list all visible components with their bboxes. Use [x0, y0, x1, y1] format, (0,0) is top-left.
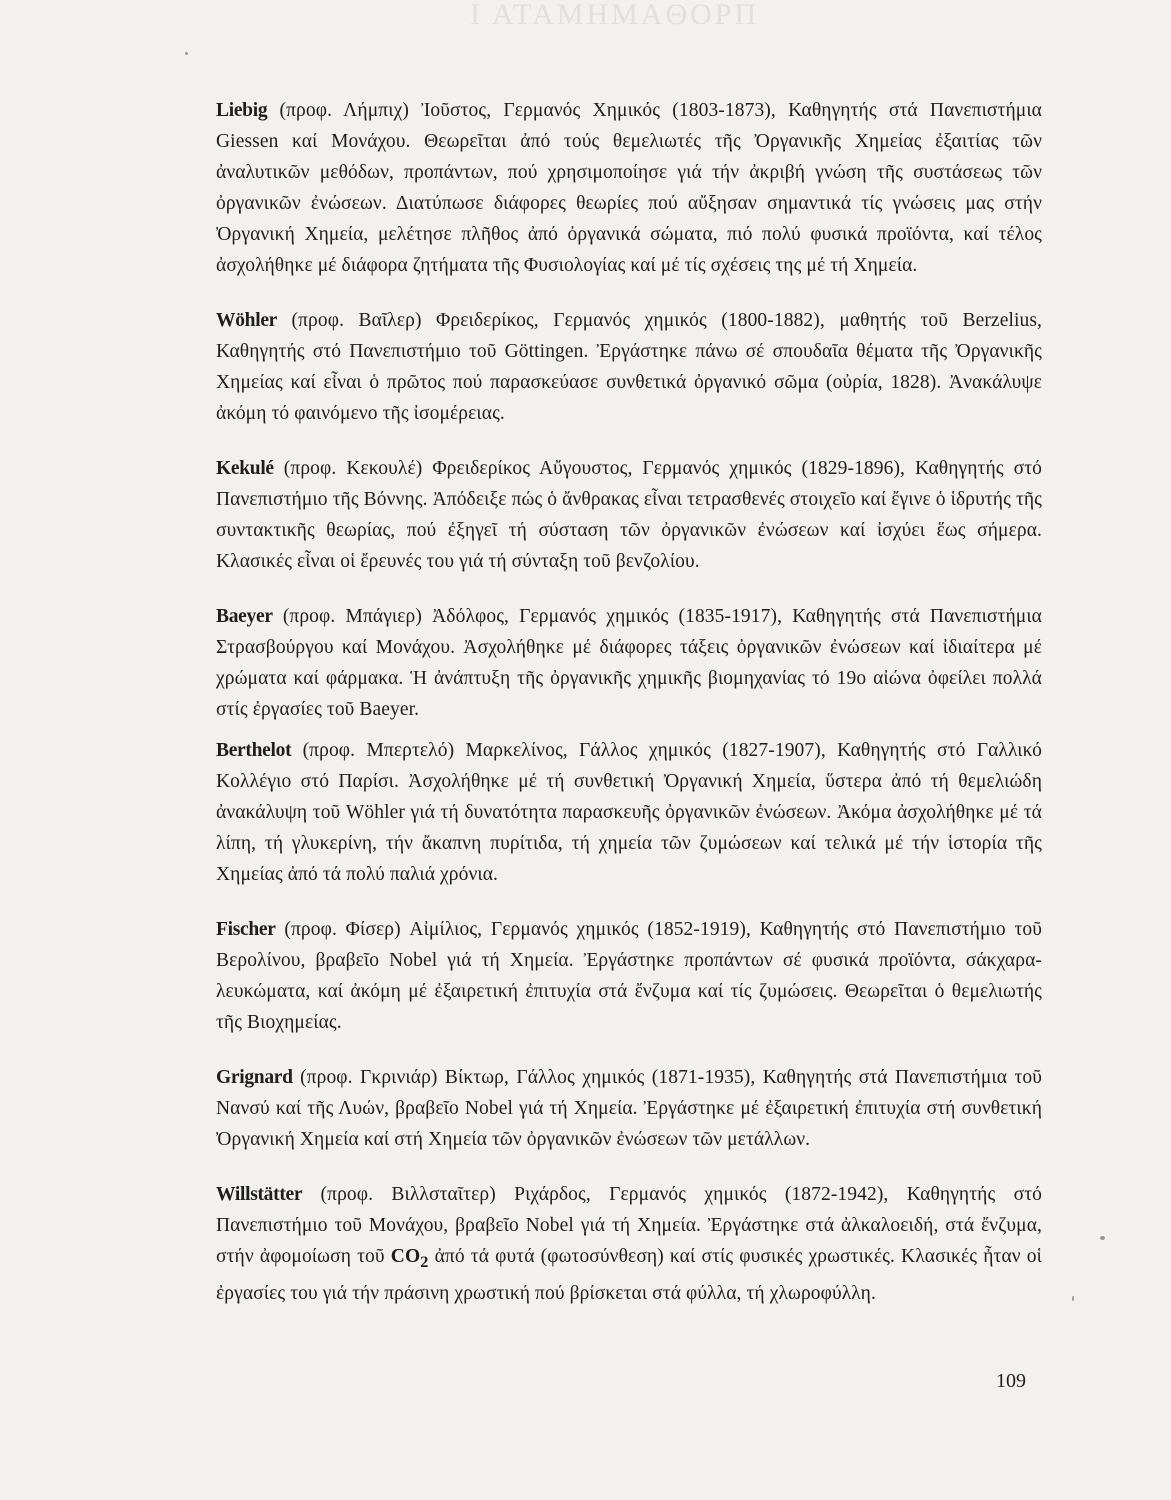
entry-berthelot: [216, 735, 1042, 890]
entry-willstatter: [216, 1179, 1042, 1309]
entry-text: (προφ. Βαῖλερ) Φρειδερίκος, Γερμανός χημικός (1800-1882), μαθητής τοῦ Berzelius, Καθηγητής στό Πανεπιστήμιο τοῦ Göttingen. Ἐργάστηκε πάνω σέ σπουδαῖα θέματα τῆς Ὀργανικῆς Χημείας καί εἶναι ὁ πρῶτος πού παρασκεύασε συνθετικά ὀργανικό σῶμα (οὐρία, 1828). Ἀνακάλυψε ἀκόμη τό φαινόμενο τῆς ἰσομέρειας.: [216, 310, 1042, 424]
speck: [185, 52, 188, 55]
entry-text: (προφ. Μπάγιερ) Ἀδόλφος, Γερμανός χημικός (1835-1917), Καθηγητής στά Πανεπιστήμια Στρασβούργου καί Μονάχου. Ἀσχολήθηκε μέ διάφορες τάξεις ὀργανικῶν ἐνώσεων καί ἰδιαίτερα μέ χρώματα καί φάρμακα. Ἡ ἀνάπτυξη τῆς ὀργανικῆς χημικῆς βιομηχανίας τό 19ο αἰώνα ὀφείλει πολλά στίς ἐργασίες τοῦ Baeyer.: [216, 606, 1042, 720]
entry-text: (προφ. Κεκουλέ) Φρειδερίκος Αὔγουστος, Γερμανός χημικός (1829-1896), Καθηγητής στό Πανεπιστήμιο τῆς Βόννης. Ἀπόδειξε πώς ὁ ἄνθρακας εἶναι τετρασθενές στοιχεῖο καί ἔγινε ὁ ἱδρυτής τῆς συντακτικῆς θεωρίας, πού ἐξηγεῖ τή σύσταση τῶν ὀργανικῶν ἐνώσεων καί ἰσχύει ἕως σήμερα. Κλασικές εἶναι οἱ ἔρευνές του γιά τή σύνταξη τοῦ βενζολίου.: [216, 458, 1042, 572]
entry-name: Grignard: [216, 1067, 293, 1088]
entry-text: (προφ. Μπερτελό) Μαρκελίνος, Γάλλος χημικός (1827-1907), Καθηγητής στό Γαλλικό Κολλέγιο στό Παρίσι. Ἀσχολήθηκε μέ τή συνθετική Ὀργανική Χημεία, ὕστερα ἀπό τή θεμελιώδη ἀνακάλυψη τοῦ Wöhler γιά τή δυνατότητα παρασκευῆς ὀργανικῶν ἐνώσεων. Ἀκόμα ἀσχολήθηκε μέ τά λίπη, τή γλυκερίνη, τήν ἄκαπνη πυρίτιδα, τή χημεία τῶν ζυμώσεων καί τελικά μέ τήν ἱστορία τῆς Χημείας ἀπό τά πολύ παλιά χρόνια.: [216, 740, 1042, 885]
entry-baeyer: [216, 601, 1042, 725]
entry-name: Kekulé: [216, 458, 274, 479]
entry-text-before-formula: (προφ. Βιλλσταῖτερ) Ριχάρδος, Γερμανός χημικός (1872-1942), Καθηγητής στό Πανεπιστήμιο τοῦ Μονάχου, βραβεῖο Nobel γιά τή Χημεία. Ἐργάστηκε στά ἀλκαλοειδή, στά ἔνζυμα, στήν ἀφομοίωση τοῦ: [216, 1184, 1042, 1267]
entry-name: Berthelot: [216, 740, 292, 761]
entry-text: (προφ. Λήμπιχ) Ἰοῦστος, Γερμανός Χημικός (1803-1873), Καθηγητής στά Πανεπιστήμια Giessen καί Μονάχου. Θεωρεῖται ἀπό τούς θεμελιωτές τῆς Ὀργανικῆς Χημείας ἐξαιτίας τῶν ἀναλυτικῶν μεθόδων, προπάντων, πού χρησιμοποίησε γιά τήν ἀκριβή γνώση τῆς συστάσεως τῶν ὀργανικῶν ἐνώσεων. Διατύπωσε διάφορες θεωρίες πού αὔξησαν σημαντικά τίς γνώσεις μας στήν Ὀργανική Χημεία, μελέτησε πλῆθος ἀπό ὀργανικά σώματα, πιό πολύ φυσικά προϊόντα, καί τέλος ἀσχολήθηκε μέ διάφορα ζητήματα τῆς Φυσιολογίας καί μέ τίς σχέσεις της μέ τή Χημεία.: [216, 100, 1042, 276]
entry-name: Baeyer: [216, 606, 273, 627]
entry-name: Liebig: [216, 100, 268, 121]
entry-text-after-formula: ἀπό τά φυτά (φωτοσύνθεση) καί στίς φυσικές χρωστικές. Κλασικές ἦταν οἱ ἐργασίες του γιά τήν πράσινη χρωστική πού βρίσκεται στά φύλλα, τή χλωροφύλλη.: [216, 1246, 1042, 1304]
entry-text: (προφ. Φίσερ) Αἰμίλιος, Γερμανός χημικός (1852-1919), Καθηγητής στό Πανεπιστήμιο τοῦ Βερολίνου, βραβεῖο Nobel γιά τή Χημεία. Ἐργάστηκε προπάντων σέ φυσικά προϊόντα, σάκχαρα-λευκώματα, καί ἀκόμη μέ ἐξαιρετική ἐπιτυχία στά ἔνζυμα καί τίς ζυμώσεις. Θεωρεῖται ὁ θεμελιωτής τῆς Βιοχημείας.: [216, 919, 1042, 1033]
speck: [1072, 1296, 1074, 1301]
biography-list: [216, 95, 1042, 1333]
formula-subscript: 2: [420, 1252, 429, 1271]
entry-name: Fischer: [216, 919, 276, 940]
entry-wohler: [216, 305, 1042, 429]
entry-name: Wöhler: [216, 310, 278, 331]
entry-kekule: [216, 453, 1042, 577]
page-number: 109: [996, 1370, 1026, 1392]
entry-name: Willstätter: [216, 1184, 303, 1205]
entry-grignard: [216, 1062, 1042, 1155]
formula-main: CO: [390, 1246, 421, 1267]
entry-text: (προφ. Γκρινιάρ) Βίκτωρ, Γάλλος χημικός (1871-1935), Καθηγητής στά Πανεπιστήμια τοῦ Νανσύ καί τῆς Λυών, βραβεῖο Nobel γιά τή Χημεία. Ἐργάστηκε μέ ἐξαιρετική ἐπιτυχία στή συνθετική Ὀργανική Χημεία καί στή Χημεία τῶν ὀργανικῶν ἐνώσεων τῶν μετάλλων.: [216, 1067, 1042, 1150]
speck: [1100, 1236, 1105, 1240]
bleed-through-header: I ATAMHMAΘOPΠ: [470, 0, 760, 31]
entry-liebig: [216, 95, 1042, 281]
entry-fischer: [216, 914, 1042, 1038]
co2-formula: [390, 1246, 429, 1271]
